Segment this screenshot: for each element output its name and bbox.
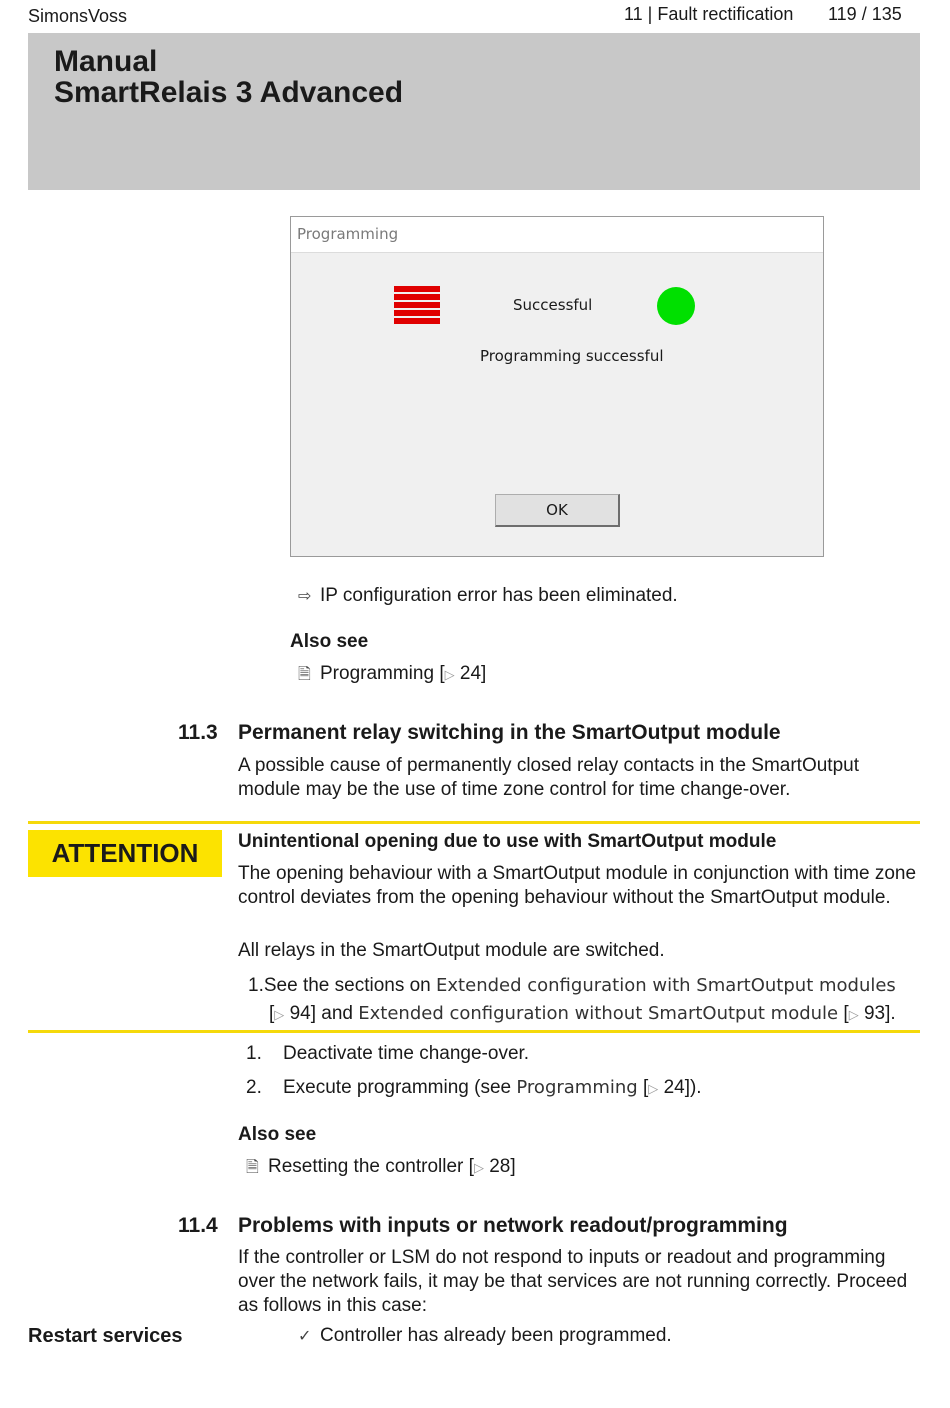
- ref-triangle-icon: ▷: [444, 667, 455, 682]
- attention-title: Unintentional opening due to use with SmartOutput module: [238, 831, 777, 852]
- link-programming[interactable]: Programming: [516, 1077, 638, 1098]
- document-icon: 🗎: [298, 666, 311, 683]
- step-text-pre: Execute programming (see: [283, 1077, 517, 1098]
- link-label: Resetting the controller: [268, 1156, 464, 1177]
- step-number: 1.: [246, 1043, 262, 1064]
- precondition-text: Controller has already been programmed.: [320, 1325, 672, 1346]
- also-see-link-programming[interactable]: 🗎 Programming [▷ 24]: [298, 662, 486, 687]
- attention-paragraph-2: All relays in the SmartOutput module are switched.: [238, 940, 665, 961]
- link-extended-with[interactable]: Extended configuration with SmartOutput modules: [436, 975, 896, 996]
- result-line: [298, 584, 678, 609]
- attention-divider-bottom: [28, 1030, 920, 1033]
- attention-badge: ATTENTION: [28, 830, 222, 877]
- link-label: Programming: [320, 663, 435, 684]
- doc-title-line2: SmartRelais 3 Advanced: [54, 76, 404, 109]
- step-number: 2.: [246, 1077, 262, 1098]
- attention-divider-top: [28, 821, 920, 824]
- result-arrow-icon: ⇨: [298, 588, 312, 605]
- link-extended-without[interactable]: Extended configuration without SmartOutput module: [358, 1003, 839, 1024]
- precondition-line: [298, 1324, 672, 1349]
- doc-title-line1: Manual: [54, 45, 158, 78]
- link-ref: 94: [289, 1003, 311, 1024]
- ok-button[interactable]: OK: [495, 494, 620, 527]
- section-title: Problems with inputs or network readout/programming: [238, 1214, 788, 1237]
- ref-triangle-icon: ▷: [648, 1081, 659, 1096]
- ref-triangle-icon: ▷: [473, 1160, 484, 1175]
- attention-paragraph-1: The opening behaviour with a SmartOutput module in conjunction with time zone control deviates from the opening behaviour without the SmartOutput module.: [238, 863, 917, 908]
- also-see-heading: Also see: [238, 1124, 317, 1145]
- sidebar-heading: Restart services: [28, 1325, 183, 1347]
- red-stripes-icon: [394, 286, 440, 324]
- link-ref: 28: [489, 1156, 511, 1177]
- also-see-link-resetting[interactable]: 🗎 Resetting the controller [▷ 28]: [246, 1155, 516, 1180]
- list-text-mid: and: [315, 1003, 359, 1024]
- link-ref: 93: [863, 1003, 886, 1024]
- attention-list-item: 1.See the sections on Extended configuration with SmartOutput modules [▷ 94] and Extended configuration without SmartOutput module [▷ 93].: [248, 975, 896, 1024]
- step-item: [246, 1042, 529, 1066]
- brand-name: SimonsVoss: [28, 6, 128, 26]
- page-number: 119 / 135: [828, 4, 902, 24]
- dialog-titlebar: [291, 217, 823, 253]
- list-text-pre: See the sections on: [263, 975, 437, 996]
- document-icon: 🗎: [246, 1159, 259, 1176]
- checkmark-icon: ✓: [298, 1328, 312, 1345]
- also-see-heading: Also see: [290, 631, 369, 652]
- list-number: 1.: [248, 975, 264, 996]
- chapter-label: 11 | Fault rectification: [624, 4, 794, 24]
- section-text: If the controller or LSM do not respond to inputs or readout and programming over the network fails, it may be that services are not running correctly. Proceed as follows in this case:: [238, 1247, 908, 1316]
- title-banner: [28, 33, 920, 190]
- section-title: Permanent relay switching in the SmartOutput module: [238, 721, 781, 744]
- status-indicator-icon: [657, 287, 695, 325]
- dialog-title: Programming: [297, 225, 399, 243]
- step-item: 2. Execute programming (see Programming [▷ 24]).: [246, 1077, 702, 1098]
- link-ref: 24: [459, 663, 482, 684]
- programming-dialog: [290, 216, 824, 557]
- result-text: IP configuration error has been eliminated.: [320, 585, 678, 606]
- ref-triangle-icon: ▷: [274, 1007, 285, 1022]
- step-text: Deactivate time change-over.: [283, 1043, 530, 1064]
- section-text: A possible cause of permanently closed relay contacts in the SmartOutput module may be the use of time zone control for time change-over.: [238, 755, 859, 800]
- dialog-message: Programming successful: [480, 347, 664, 365]
- section-number: 11.4: [178, 1214, 218, 1237]
- ref-triangle-icon: ▷: [848, 1007, 859, 1022]
- link-ref: 24: [663, 1077, 685, 1098]
- section-number: 11.3: [178, 721, 218, 744]
- dialog-status: Successful: [513, 296, 593, 314]
